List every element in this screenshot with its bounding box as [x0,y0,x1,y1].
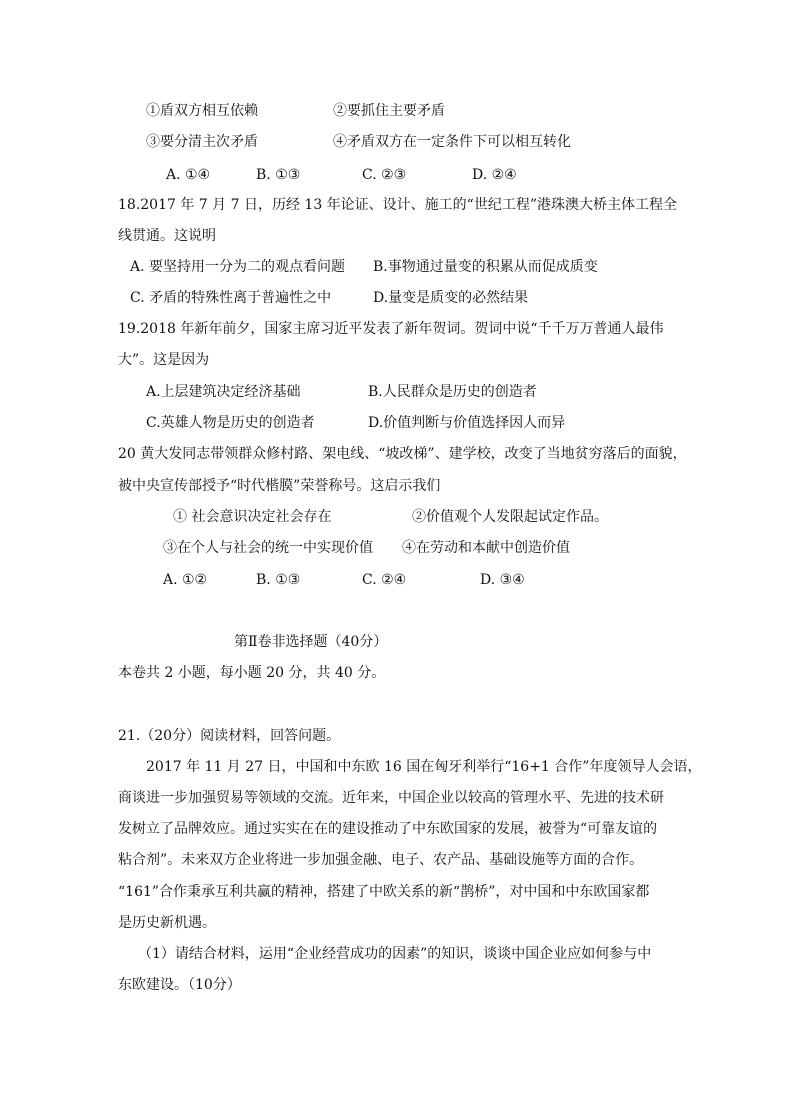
q19-option-d: D.价值判断与价值选择因人而异 [368,415,566,431]
q20-option-1: ① 社会意识决定社会存在 [173,509,332,525]
q21-subquestion-1-line-2: 东欧建设。（10分） [118,977,241,993]
q19-stem-line-1: 19.2018 年新年前夕，国家主席习近平发表了新年贺词。贺词中说“千千万万普通人最伟 [118,321,664,337]
q17-choice-d: D. ②④ [472,167,517,183]
q18-option-a: A. 要坚持用一分为二的观点看问题 [130,259,346,275]
q21-paragraph-1-line-3: 发树立了品牌效应。通过实实在在的建设推动了中东欧国家的发展，被誉为“可靠友谊的 [118,821,658,837]
part2-note: 本卷共 2 小题，每小题 20 分，共 40 分。 [118,665,386,681]
q20-stem-line-2: 被中央宣传部授予“时代楷膜”荣誉称号。这启示我们 [118,478,441,494]
q17-choice-c: C. ②③ [362,167,407,183]
q21-paragraph-1-line-4: 粘合剂”。未来双方企业将进一步加强金融、电子、农产品、基础设施等方面的合作。 [118,852,644,868]
q17-option-4: ④矛盾双方在一定条件下可以相互转化 [333,134,571,150]
q17-choice-b: B. ①③ [256,167,301,183]
q19-option-b: B.人民群众是历史的创造者 [368,384,537,400]
q19-option-a: A.上层建筑决定经济基础 [146,384,301,400]
q17-option-2: ②要抓住主要矛盾 [333,103,445,119]
q21-title: 21.（20分）阅读材料，回答问题。 [118,728,341,744]
q20-option-3: ③在个人与社会的统一中实现价值 [163,540,373,556]
q21-paragraph-1-line-1: 2017 年 11 月 27 日，中国和中东欧 16 国在匈牙利举行“16+1 合作”年度领导人会语， [146,759,702,775]
q21-paragraph-2-line-2: 是历史新机遇。 [118,915,216,931]
q21-subquestion-1-line-1: （1）请结合材料，运用“企业经营成功的因素”的知识，谈谈中国企业应如何参与中 [138,946,652,962]
q18-option-c: C. 矛盾的特殊性离于普遍性之中 [130,290,332,306]
part2-heading: 第Ⅱ卷非选择题（40分） [234,634,388,650]
q18-stem-line-2: 线贯通。这说明 [118,228,216,244]
q20-stem-line-1: 20 黄大发同志带领群众修村路、架电线、“坡改梯”、建学校，改变了当地贫穷落后的面貌， [118,446,687,462]
q20-choice-d: D. ③④ [480,572,525,588]
q18-option-b: B.事物通过量变的积累从而促成质变 [373,259,598,275]
q19-stem-line-2: 大”。这是因为 [118,352,210,368]
q20-choice-b: B. ①③ [256,572,301,588]
q19-option-c: C.英雄人物是历史的创造者 [146,415,315,431]
q20-choice-c: C. ②④ [362,572,407,588]
q21-paragraph-2-line-1: “161”合作秉承互利共赢的精神，搭建了中欧关系的新“鹊桥”，对中国和中东欧国家都 [118,884,650,900]
q18-stem-line-1: 18.2017 年 7 月 7 日，历经 13 年论证、设计、施工的“世纪工程”港珠澳大桥主体工程全 [118,197,677,213]
q17-choice-a: A. ①④ [166,167,211,183]
q17-option-1: ①盾双方相互依赖 [146,103,258,119]
q20-option-2: ②价值观个人发限起试定作品。 [412,509,608,525]
q20-choice-a: A. ①② [163,572,208,588]
q21-paragraph-1-line-2: 商谈进一步加强贸易等领域的交流。近年来，中国企业以较高的管理水平、先进的技术研 [118,790,664,806]
q20-option-4: ④在劳动和本献中创造价值 [402,540,570,556]
q18-option-d: D.量变是质变的必然结果 [373,290,529,306]
q17-option-3: ③要分清主次矛盾 [146,134,258,150]
